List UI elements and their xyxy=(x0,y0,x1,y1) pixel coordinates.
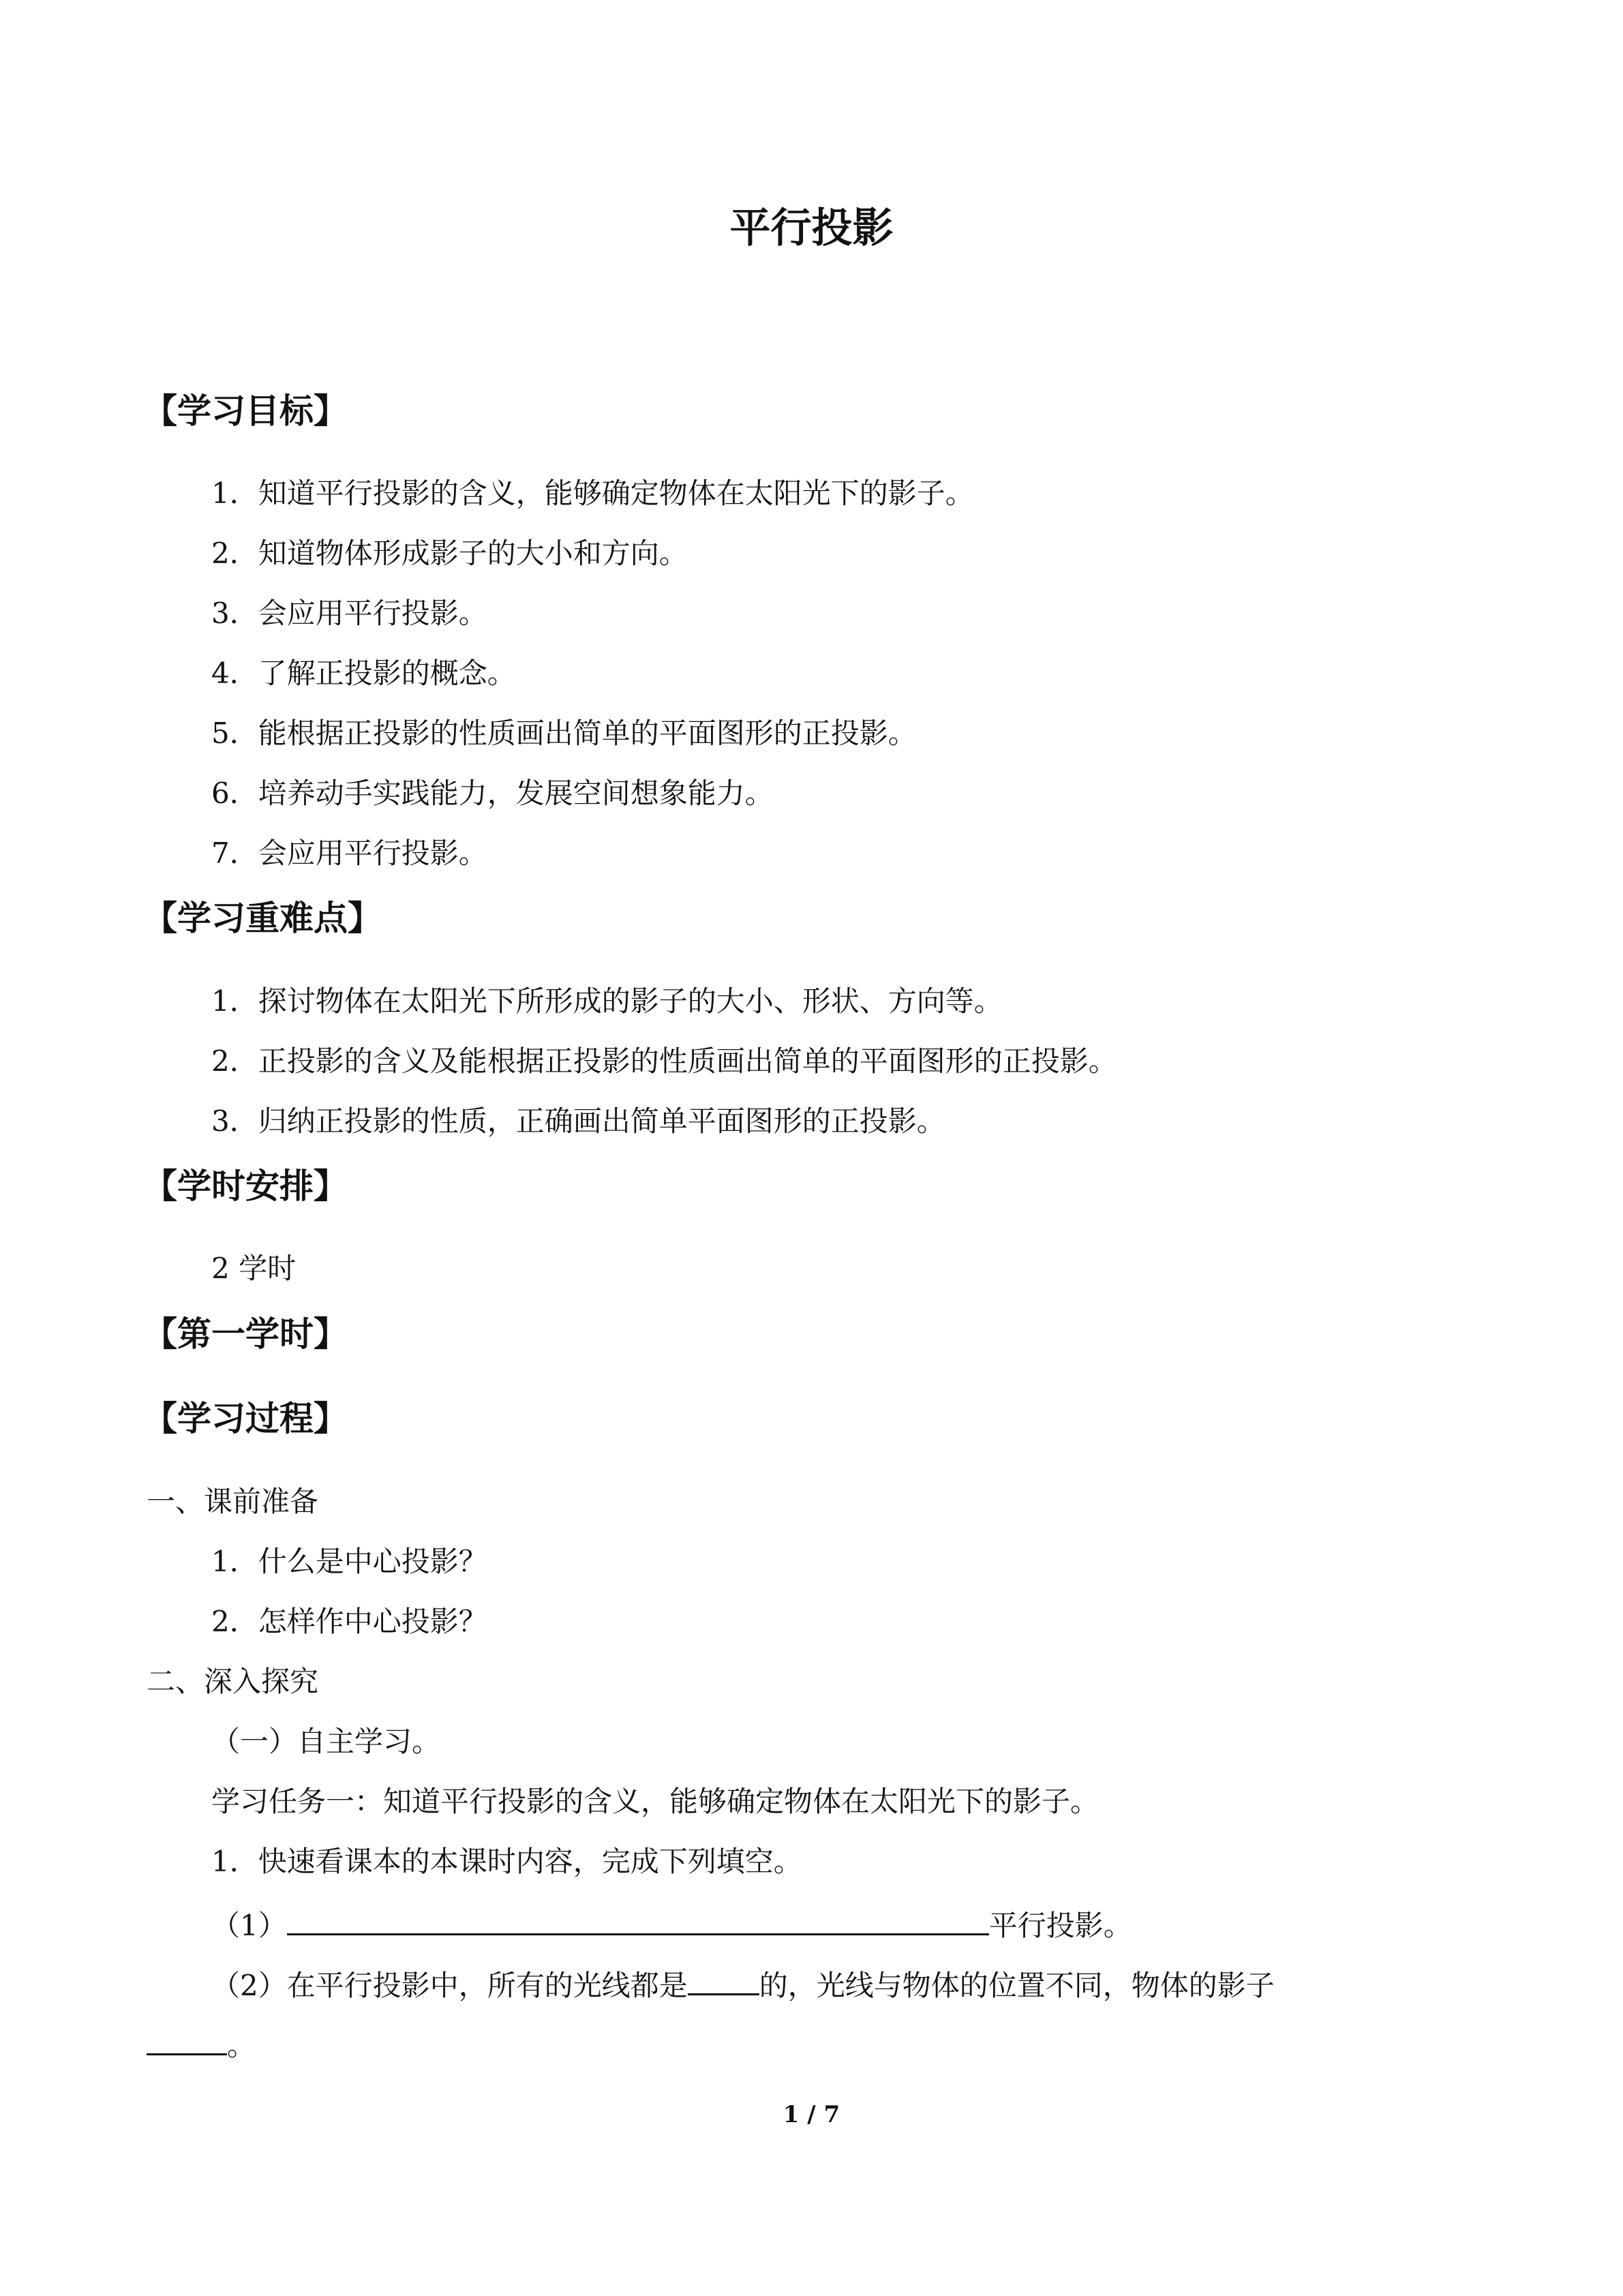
task1-text: 学习任务一：知道平行投影的含义，能够确定物体在太阳光下的影子。 xyxy=(211,1785,1099,1818)
objective-item-3: 3．会应用平行投影。 xyxy=(211,596,487,630)
objective-item-1: 1．知道平行投影的含义，能够确定物体在太阳光下的影子。 xyxy=(211,477,974,510)
objective-item-5: 5．能根据正投影的性质画出简单的平面图形的正投影。 xyxy=(211,716,917,750)
step1-text: 1．快速看课本的本课时内容，完成下列填空。 xyxy=(211,1845,802,1878)
key-point-item-2: 2．正投影的含义及能根据正投影的性质画出简单的平面图形的正投影。 xyxy=(211,1044,1117,1078)
fill-1-blank[interactable] xyxy=(287,1907,989,1935)
key-point-item-3: 3．归纳正投影的性质，正确画出简单平面图形的正投影。 xyxy=(211,1104,945,1138)
section-heading-schedule: 【学时安排】 xyxy=(143,1166,348,1206)
fill-2-end: 。 xyxy=(227,2029,256,2062)
fill-question-2 xyxy=(211,1967,1275,2000)
fill-2-blank-a[interactable] xyxy=(688,1967,759,1995)
part1-title: 一、课前准备 xyxy=(147,1485,319,1518)
objective-item-4: 4．了解正投影的概念。 xyxy=(211,656,516,690)
key-point-item-1: 1．探讨物体在太阳光下所形成的影子的大小、形状、方向等。 xyxy=(211,984,1003,1018)
part1-item-1: 1．什么是中心投影？ xyxy=(211,1545,487,1578)
fill-1-suffix: 平行投影。 xyxy=(988,1909,1132,1942)
fill-question-2-continued xyxy=(147,2027,256,2060)
fill-question-1 xyxy=(211,1907,1132,1940)
self-study-label: （一）自主学习。 xyxy=(211,1725,441,1758)
objective-item-2: 2．知道物体形成影子的大小和方向。 xyxy=(211,537,688,570)
fill-2-blank-b[interactable] xyxy=(147,2027,227,2055)
fill-2-prefix: （2）在平行投影中，所有的光线都是 xyxy=(211,1969,688,2002)
section-heading-process: 【学习过程】 xyxy=(143,1399,348,1438)
page-indicator: 1 / 7 xyxy=(783,2101,840,2128)
section-heading-key-points: 【学习重难点】 xyxy=(143,898,382,938)
page-title: 平行投影 xyxy=(729,205,894,252)
fill-1-prefix: （1） xyxy=(211,1909,287,1942)
objective-item-7: 7．会应用平行投影。 xyxy=(211,836,487,870)
part2-title: 二、深入探究 xyxy=(147,1665,319,1698)
objective-item-6: 6．培养动手实践能力，发展空间想象能力。 xyxy=(211,776,774,810)
fill-2-middle: 的，光线与物体的位置不同，物体的影子 xyxy=(759,1969,1275,2002)
part1-item-2: 2．怎样作中心投影？ xyxy=(211,1605,487,1638)
section-heading-first-period: 【第一学时】 xyxy=(143,1314,348,1354)
section-heading-objectives: 【学习目标】 xyxy=(143,391,348,431)
schedule-text: 2 学时 xyxy=(211,1252,297,1285)
